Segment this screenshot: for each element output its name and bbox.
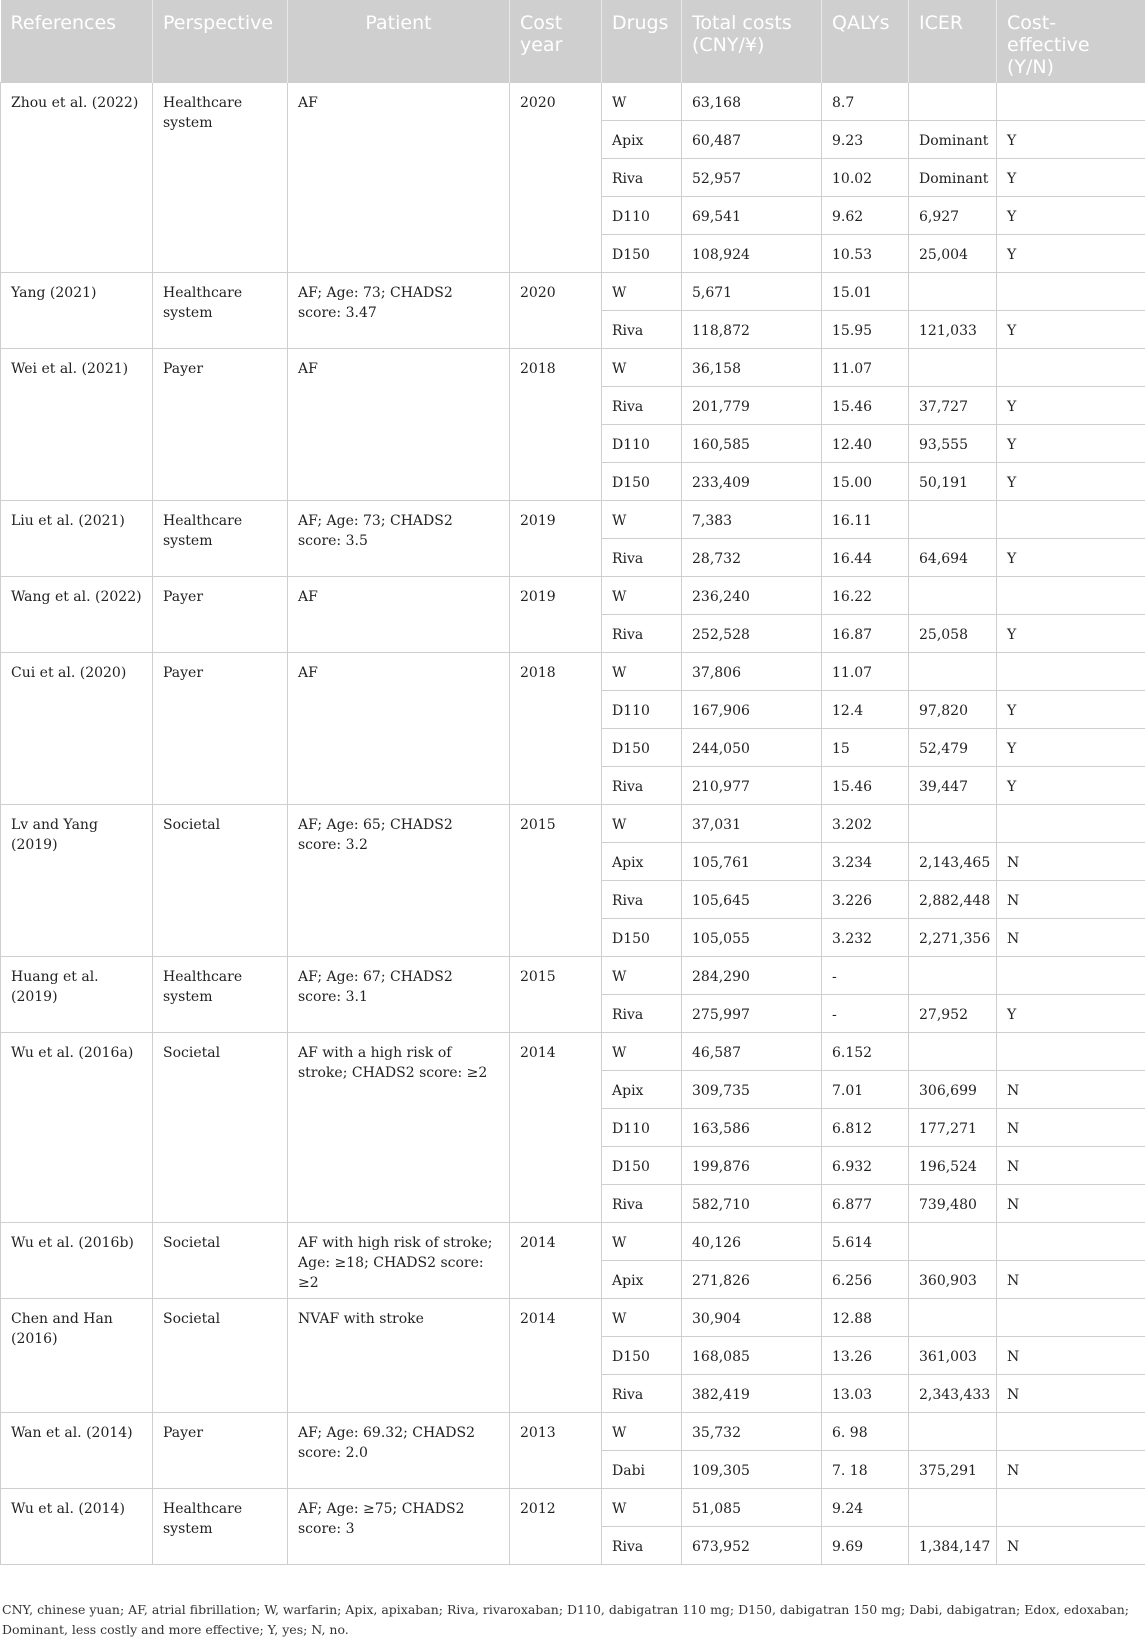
cost-effective-cell: Y: [997, 766, 1145, 804]
drug-cell: Apix: [602, 120, 682, 158]
drug-cell: Riva: [602, 538, 682, 576]
study-perspective: Payer: [153, 1412, 288, 1488]
icer-cell: 25,004: [909, 234, 997, 272]
qaly-cell: 11.07: [822, 652, 909, 690]
study-cost-year: 2020: [510, 82, 602, 272]
icer-cell: Dominant: [909, 158, 997, 196]
drug-cell: W: [602, 1222, 682, 1260]
study-patient: AF; Age: 69.32; CHADS2 score: 2.0: [288, 1412, 510, 1488]
table-row: [1, 500, 1145, 538]
icer-cell: 196,524: [909, 1146, 997, 1184]
drug-cell: D110: [602, 424, 682, 462]
icer-cell: 39,447: [909, 766, 997, 804]
icer-cell: 361,003: [909, 1336, 997, 1374]
study-patient: AF with high risk of stroke; Age: ≥18; CHADS2 score: ≥2: [288, 1222, 510, 1298]
study-patient: AF; Age: 67; CHADS2 score: 3.1: [288, 956, 510, 1032]
total-cost-cell: 118,872: [682, 310, 822, 348]
table-row: [1, 348, 1145, 386]
icer-cell: 375,291: [909, 1450, 997, 1488]
study-reference: Chen and Han (2016): [1, 1298, 153, 1412]
drug-cell: W: [602, 82, 682, 120]
icer-cell: Dominant: [909, 120, 997, 158]
qaly-cell: 9.69: [822, 1526, 909, 1564]
qaly-cell: 7. 18: [822, 1450, 909, 1488]
study-reference: Wan et al. (2014): [1, 1412, 153, 1488]
icer-cell: 52,479: [909, 728, 997, 766]
header-row: [1, 0, 1145, 82]
icer-cell: [909, 348, 997, 386]
icer-cell: 2,882,448: [909, 880, 997, 918]
table-row: [1, 956, 1145, 994]
study-cost-year: 2014: [510, 1222, 602, 1298]
qaly-cell: -: [822, 994, 909, 1032]
total-cost-cell: 63,168: [682, 82, 822, 120]
study-cost-year: 2014: [510, 1298, 602, 1412]
study-perspective: Societal: [153, 1298, 288, 1412]
drug-cell: W: [602, 272, 682, 310]
cost-effective-cell: N: [997, 1108, 1145, 1146]
cost-effective-cell: N: [997, 842, 1145, 880]
drug-cell: W: [602, 1412, 682, 1450]
qaly-cell: 16.44: [822, 538, 909, 576]
drug-cell: Riva: [602, 1374, 682, 1412]
cost-effective-cell: N: [997, 918, 1145, 956]
qaly-cell: 15.46: [822, 766, 909, 804]
header-perspective: Perspective: [153, 0, 288, 82]
total-cost-cell: 51,085: [682, 1488, 822, 1526]
header-patient: Patient: [288, 0, 510, 82]
drug-cell: Riva: [602, 158, 682, 196]
icer-cell: [909, 82, 997, 120]
drug-cell: W: [602, 804, 682, 842]
study-patient: AF; Age: 73; CHADS2 score: 3.5: [288, 500, 510, 576]
cost-effective-cell: Y: [997, 614, 1145, 652]
study-reference: Wei et al. (2021): [1, 348, 153, 500]
total-cost-cell: 271,826: [682, 1260, 822, 1298]
header-icer: ICER: [909, 0, 997, 82]
qaly-cell: 6.932: [822, 1146, 909, 1184]
study-patient: AF; Age: ≥75; CHADS2 score: 3: [288, 1488, 510, 1564]
qaly-cell: 13.03: [822, 1374, 909, 1412]
drug-cell: Riva: [602, 1184, 682, 1222]
cost-effective-cell: Y: [997, 462, 1145, 500]
total-cost-cell: 28,732: [682, 538, 822, 576]
icer-cell: 739,480: [909, 1184, 997, 1222]
cost-effective-cell: N: [997, 1146, 1145, 1184]
icer-cell: 2,271,356: [909, 918, 997, 956]
study-cost-year: 2014: [510, 1032, 602, 1222]
cost-effective-cell: [997, 348, 1145, 386]
table-row: [1, 652, 1145, 690]
total-cost-cell: 199,876: [682, 1146, 822, 1184]
total-cost-cell: 160,585: [682, 424, 822, 462]
table-row: [1, 1222, 1145, 1260]
icer-cell: 177,271: [909, 1108, 997, 1146]
icer-cell: [909, 1032, 997, 1070]
study-reference: Zhou et al. (2022): [1, 82, 153, 272]
icer-cell: [909, 576, 997, 614]
qaly-cell: 12.40: [822, 424, 909, 462]
drug-cell: Riva: [602, 880, 682, 918]
drug-cell: Riva: [602, 1526, 682, 1564]
drug-cell: W: [602, 500, 682, 538]
qaly-cell: 15.00: [822, 462, 909, 500]
icer-cell: 64,694: [909, 538, 997, 576]
qaly-cell: 5.614: [822, 1222, 909, 1260]
header-cost-year: Cost year: [510, 0, 602, 82]
study-patient: AF: [288, 576, 510, 652]
table-footnote: CNY, chinese yuan; AF, atrial fibrillation; W, warfarin; Apix, apixaban; Riva, rivaroxaban; D110, dabigatran 110 mg; D150, dabigatran 150 mg; Dabi, dabigatran; Edox, edoxaban; Dominant, less costly and more effective; Y, yes; N, no.: [2, 1602, 1129, 1637]
drug-cell: W: [602, 1488, 682, 1526]
icer-cell: 97,820: [909, 690, 997, 728]
drug-cell: Riva: [602, 994, 682, 1032]
drug-cell: Riva: [602, 766, 682, 804]
total-cost-cell: 210,977: [682, 766, 822, 804]
icer-cell: 306,699: [909, 1070, 997, 1108]
drug-cell: Riva: [602, 614, 682, 652]
icer-cell: [909, 1412, 997, 1450]
qaly-cell: 15.46: [822, 386, 909, 424]
study-perspective: Healthcare system: [153, 500, 288, 576]
icer-cell: 121,033: [909, 310, 997, 348]
icer-cell: 93,555: [909, 424, 997, 462]
study-perspective: Healthcare system: [153, 1488, 288, 1564]
total-cost-cell: 69,541: [682, 196, 822, 234]
total-cost-cell: 52,957: [682, 158, 822, 196]
study-perspective: Societal: [153, 804, 288, 956]
total-cost-cell: 7,383: [682, 500, 822, 538]
qaly-cell: 3.232: [822, 918, 909, 956]
total-cost-cell: 168,085: [682, 1336, 822, 1374]
study-patient: AF: [288, 82, 510, 272]
header-references: References: [1, 0, 153, 82]
qaly-cell: 6.152: [822, 1032, 909, 1070]
cost-effective-cell: Y: [997, 538, 1145, 576]
icer-cell: [909, 1488, 997, 1526]
study-perspective: Societal: [153, 1032, 288, 1222]
total-cost-cell: 275,997: [682, 994, 822, 1032]
table-row: [1, 804, 1145, 842]
total-cost-cell: 163,586: [682, 1108, 822, 1146]
total-cost-cell: 582,710: [682, 1184, 822, 1222]
study-perspective: Payer: [153, 348, 288, 500]
drug-cell: Apix: [602, 1260, 682, 1298]
qaly-cell: 6.812: [822, 1108, 909, 1146]
total-cost-cell: 36,158: [682, 348, 822, 386]
study-patient: AF: [288, 348, 510, 500]
header-cost-effective: Cost-effective (Y/N): [997, 0, 1145, 82]
total-cost-cell: 201,779: [682, 386, 822, 424]
drug-cell: D110: [602, 1108, 682, 1146]
study-perspective: Healthcare system: [153, 956, 288, 1032]
cost-effective-cell: N: [997, 1450, 1145, 1488]
cost-effective-cell: [997, 82, 1145, 120]
icer-cell: [909, 652, 997, 690]
icer-cell: [909, 1298, 997, 1336]
drug-cell: Apix: [602, 842, 682, 880]
icer-cell: [909, 500, 997, 538]
qaly-cell: 13.26: [822, 1336, 909, 1374]
study-reference: Wang et al. (2022): [1, 576, 153, 652]
total-cost-cell: 35,732: [682, 1412, 822, 1450]
study-cost-year: 2019: [510, 500, 602, 576]
icer-cell: 27,952: [909, 994, 997, 1032]
qaly-cell: 10.53: [822, 234, 909, 272]
total-cost-cell: 236,240: [682, 576, 822, 614]
qaly-cell: 10.02: [822, 158, 909, 196]
study-reference: Wu et al. (2016b): [1, 1222, 153, 1298]
cost-effective-cell: Y: [997, 158, 1145, 196]
qaly-cell: 6. 98: [822, 1412, 909, 1450]
qaly-cell: 7.01: [822, 1070, 909, 1108]
qaly-cell: 9.24: [822, 1488, 909, 1526]
cost-effective-cell: [997, 272, 1145, 310]
cost-effective-cell: N: [997, 1184, 1145, 1222]
study-reference: Yang (2021): [1, 272, 153, 348]
header-qalys: QALYs: [822, 0, 909, 82]
cost-effective-cell: N: [997, 1070, 1145, 1108]
cost-effective-cell: Y: [997, 994, 1145, 1032]
cost-effective-cell: [997, 652, 1145, 690]
cost-effective-cell: Y: [997, 120, 1145, 158]
cost-effective-cell: N: [997, 880, 1145, 918]
qaly-cell: 3.202: [822, 804, 909, 842]
drug-cell: W: [602, 1032, 682, 1070]
icer-cell: [909, 804, 997, 842]
study-reference: Liu et al. (2021): [1, 500, 153, 576]
qaly-cell: 15.95: [822, 310, 909, 348]
cost-effective-cell: N: [997, 1336, 1145, 1374]
qaly-cell: 12.88: [822, 1298, 909, 1336]
total-cost-cell: 60,487: [682, 120, 822, 158]
total-cost-cell: 5,671: [682, 272, 822, 310]
study-patient: AF; Age: 73; CHADS2 score: 3.47: [288, 272, 510, 348]
cost-effective-cell: Y: [997, 424, 1145, 462]
total-cost-cell: 46,587: [682, 1032, 822, 1070]
drug-cell: W: [602, 956, 682, 994]
cost-effective-cell: [997, 1488, 1145, 1526]
qaly-cell: 3.234: [822, 842, 909, 880]
total-cost-cell: 105,761: [682, 842, 822, 880]
qaly-cell: 12.4: [822, 690, 909, 728]
qaly-cell: 9.23: [822, 120, 909, 158]
drug-cell: D150: [602, 728, 682, 766]
qaly-cell: 11.07: [822, 348, 909, 386]
drug-cell: D150: [602, 234, 682, 272]
cost-effective-cell: [997, 1298, 1145, 1336]
cost-effective-cell: Y: [997, 386, 1145, 424]
study-cost-year: 2018: [510, 652, 602, 804]
cost-effective-cell: [997, 1412, 1145, 1450]
study-reference: Wu et al. (2014): [1, 1488, 153, 1564]
cost-effective-cell: Y: [997, 690, 1145, 728]
qaly-cell: 15.01: [822, 272, 909, 310]
study-perspective: Societal: [153, 1222, 288, 1298]
cost-effective-cell: N: [997, 1260, 1145, 1298]
icer-cell: 25,058: [909, 614, 997, 652]
table-row: [1, 1412, 1145, 1450]
qaly-cell: 8.7: [822, 82, 909, 120]
total-cost-cell: 309,735: [682, 1070, 822, 1108]
total-cost-cell: 37,806: [682, 652, 822, 690]
drug-cell: D110: [602, 196, 682, 234]
cost-effective-cell: Y: [997, 728, 1145, 766]
icer-cell: 37,727: [909, 386, 997, 424]
study-cost-year: 2018: [510, 348, 602, 500]
drug-cell: Riva: [602, 310, 682, 348]
total-cost-cell: 40,126: [682, 1222, 822, 1260]
qaly-cell: 6.877: [822, 1184, 909, 1222]
qaly-cell: 16.87: [822, 614, 909, 652]
cost-effective-cell: [997, 576, 1145, 614]
icer-cell: [909, 956, 997, 994]
study-cost-year: 2015: [510, 804, 602, 956]
drug-cell: W: [602, 348, 682, 386]
icer-cell: 2,343,433: [909, 1374, 997, 1412]
study-perspective: Healthcare system: [153, 82, 288, 272]
drug-cell: W: [602, 1298, 682, 1336]
table-row: [1, 1032, 1145, 1070]
drug-cell: Riva: [602, 386, 682, 424]
drug-cell: Dabi: [602, 1450, 682, 1488]
cost-effective-cell: Y: [997, 196, 1145, 234]
study-cost-year: 2013: [510, 1412, 602, 1488]
header-drugs: Drugs: [602, 0, 682, 82]
drug-cell: D150: [602, 462, 682, 500]
qaly-cell: 3.226: [822, 880, 909, 918]
cost-effective-cell: Y: [997, 310, 1145, 348]
table-row: [1, 1298, 1145, 1336]
study-perspective: Healthcare system: [153, 272, 288, 348]
study-patient: AF with a high risk of stroke; CHADS2 score: ≥2: [288, 1032, 510, 1222]
icer-cell: 6,927: [909, 196, 997, 234]
cost-effective-cell: [997, 500, 1145, 538]
drug-cell: D150: [602, 1146, 682, 1184]
total-cost-cell: 244,050: [682, 728, 822, 766]
study-reference: Cui et al. (2020): [1, 652, 153, 804]
cost-effective-cell: [997, 1222, 1145, 1260]
total-cost-cell: 105,055: [682, 918, 822, 956]
study-patient: AF: [288, 652, 510, 804]
qaly-cell: 15: [822, 728, 909, 766]
drug-cell: W: [602, 652, 682, 690]
total-cost-cell: 382,419: [682, 1374, 822, 1412]
total-cost-cell: 167,906: [682, 690, 822, 728]
drug-cell: D110: [602, 690, 682, 728]
table-row: [1, 82, 1145, 120]
study-patient: NVAF with stroke: [288, 1298, 510, 1412]
total-cost-cell: 252,528: [682, 614, 822, 652]
study-cost-year: 2012: [510, 1488, 602, 1564]
study-cost-year: 2015: [510, 956, 602, 1032]
total-cost-cell: 30,904: [682, 1298, 822, 1336]
total-cost-cell: 109,305: [682, 1450, 822, 1488]
qaly-cell: 9.62: [822, 196, 909, 234]
cost-effective-cell: N: [997, 1374, 1145, 1412]
total-cost-cell: 673,952: [682, 1526, 822, 1564]
drug-cell: D150: [602, 1336, 682, 1374]
table-body: [1, 82, 1145, 1564]
qaly-cell: -: [822, 956, 909, 994]
table-row: [1, 272, 1145, 310]
study-reference: Wu et al. (2016a): [1, 1032, 153, 1222]
icer-cell: [909, 1222, 997, 1260]
total-cost-cell: 108,924: [682, 234, 822, 272]
cost-effective-cell: N: [997, 1526, 1145, 1564]
table-row: [1, 576, 1145, 614]
table-row: [1, 1488, 1145, 1526]
study-cost-year: 2020: [510, 272, 602, 348]
icer-cell: 50,191: [909, 462, 997, 500]
study-cost-year: 2019: [510, 576, 602, 652]
total-cost-cell: 284,290: [682, 956, 822, 994]
icer-cell: [909, 272, 997, 310]
study-patient: AF; Age: 65; CHADS2 score: 3.2: [288, 804, 510, 956]
qaly-cell: 16.11: [822, 500, 909, 538]
qaly-cell: 16.22: [822, 576, 909, 614]
study-perspective: Payer: [153, 576, 288, 652]
drug-cell: D150: [602, 918, 682, 956]
total-cost-cell: 37,031: [682, 804, 822, 842]
total-cost-cell: 233,409: [682, 462, 822, 500]
total-cost-cell: 105,645: [682, 880, 822, 918]
qaly-cell: 6.256: [822, 1260, 909, 1298]
cost-effective-cell: [997, 956, 1145, 994]
study-reference: Huang et al. (2019): [1, 956, 153, 1032]
header-total-costs: Total costs (CNY/¥): [682, 0, 822, 82]
cost-effective-cell: Y: [997, 234, 1145, 272]
drug-cell: W: [602, 576, 682, 614]
drug-cell: Apix: [602, 1070, 682, 1108]
icer-cell: 360,903: [909, 1260, 997, 1298]
icer-cell: 1,384,147: [909, 1526, 997, 1564]
study-reference: Lv and Yang (2019): [1, 804, 153, 956]
study-perspective: Payer: [153, 652, 288, 804]
cost-effective-cell: [997, 804, 1145, 842]
icer-cell: 2,143,465: [909, 842, 997, 880]
cost-effective-cell: [997, 1032, 1145, 1070]
